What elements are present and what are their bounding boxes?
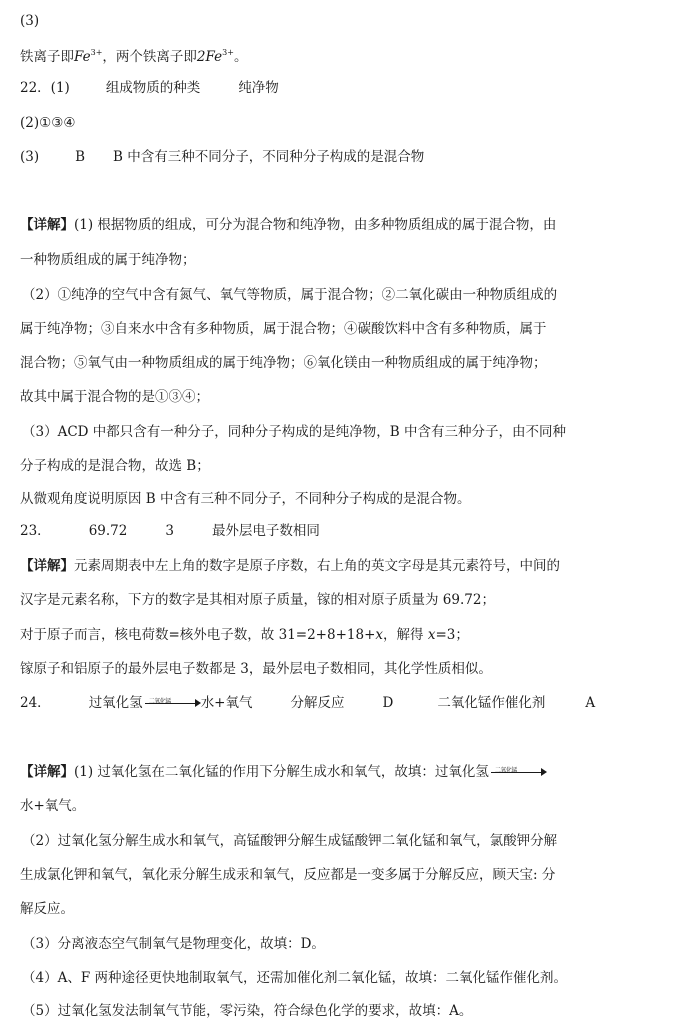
q23-detail-1b: 汉字是元素名称，下方的数字是其相对原子质量，镓的相对原子质量为 69.72； <box>20 592 495 608</box>
q23-detail-3: 镓原子和铝原子的最外层电子数都是 3，最外层电子数相同，其化学性质相似。 <box>20 661 492 677</box>
q24-detail-3: （3）分离液态空气制氧气是物理变化，故填：D。 <box>22 936 325 952</box>
q24-detail-2a: （2）过氧化氢分解生成水和氧气，高锰酸钾分解生成锰酸钾二氧化锰和氧气，氯酸钾分解 <box>22 833 558 849</box>
q22-detail-3c: 从微观角度说明原因 B 中含有三种不同分子，不同种分子构成的是混合物。 <box>20 491 471 507</box>
q22-detail-2b: 属于纯净物；③自来水中含有多种物质，属于混合物；④碳酸饮料中含有多种物质，属于 <box>20 321 547 337</box>
reaction-arrow: 二氧化锰 <box>143 695 201 709</box>
q21-part3-label: (3) <box>20 13 40 29</box>
q22-detail-2c: 混合物；⑤氧气由一种物质组成的属于纯净物；⑥氧化镁由一种物质组成的属于纯净物； <box>20 355 547 371</box>
q22-detail-2a: （2）①纯净的空气中含有氮气、氧气等物质，属于混合物；②二氧化碳由一种物质组成的 <box>22 287 558 303</box>
q23-detail-2: 对于原子而言，核电荷数=核外电子数，故 31=2+8+18+x，解得 x=3； <box>20 627 469 643</box>
q24-detail-1a: 【详解】(1) 过氧化氢在二氧化锰的作用下分解生成水和氧气，故填：过氧化氢 二氧化锰 <box>20 763 547 781</box>
detail-tag: 【详解】 <box>20 217 74 233</box>
q22-answer-line-2: (2)①③④ <box>20 115 76 131</box>
q22-detail-3a: （3）ACD 中都只含有一种分子，同种分子构成的是纯净物，B 中含有三种分子，由不同种 <box>22 424 566 440</box>
detail-tag: 【详解】 <box>20 764 74 780</box>
q22-detail-3b: 分子构成的是混合物，故选 B； <box>20 458 210 474</box>
q24-detail-2b: 生成氯化钾和氧气，氧化汞分解生成汞和氧气，反应都是一变多属于分解反应，顾天宝: 分 <box>20 867 556 883</box>
q24-detail-5: （5）过氧化氢发法制氧气节能，零污染，符合绿色化学的要求，故填：A。 <box>22 1003 473 1019</box>
q24-detail-2c: 解反应。 <box>20 901 74 917</box>
q21-iron-ion-line: 铁离子即$Fe^{3+}$，两个铁离子即$2Fe^{3+}$。 <box>20 48 248 65</box>
q24-detail-4: （4）A、F 两种途径更快地制取氧气，还需加催化剂二氧化锰，故填：二氧化锰作催化剂。 <box>22 970 567 986</box>
q22-detail-1b: 一种物质组成的属于纯净物； <box>20 252 196 268</box>
q22-answer-line-3: (3) B B 中含有三种不同分子，不同种分子构成的是混合物 <box>20 149 425 165</box>
q22-detail-2d: 故其中属于混合物的是①③④； <box>20 389 209 405</box>
q24-detail-1b: 水+氧气。 <box>20 798 86 814</box>
q24-answer-line: 24． 过氧化氢 二氧化锰 水+氧气 分解反应 D 二氧化锰作催化剂 A <box>20 695 596 711</box>
q23-answer-line: 23． 69.72 3 最外层电子数相同 <box>20 523 320 539</box>
reaction-arrow: 二氧化锰 <box>489 764 547 778</box>
q22-answer-line-1: 22．(1) 组成物质的种类 纯净物 <box>20 80 279 96</box>
q22-detail-1a: 【详解】(1) 根据物质的组成，可分为混合物和纯净物，由多种物质组成的属于混合物，由 <box>20 217 557 233</box>
detail-tag: 【详解】 <box>20 558 74 574</box>
q23-detail-1a: 【详解】元素周期表中左上角的数字是原子序数，右上角的英文字母是其元素符号，中间的 <box>20 558 560 574</box>
